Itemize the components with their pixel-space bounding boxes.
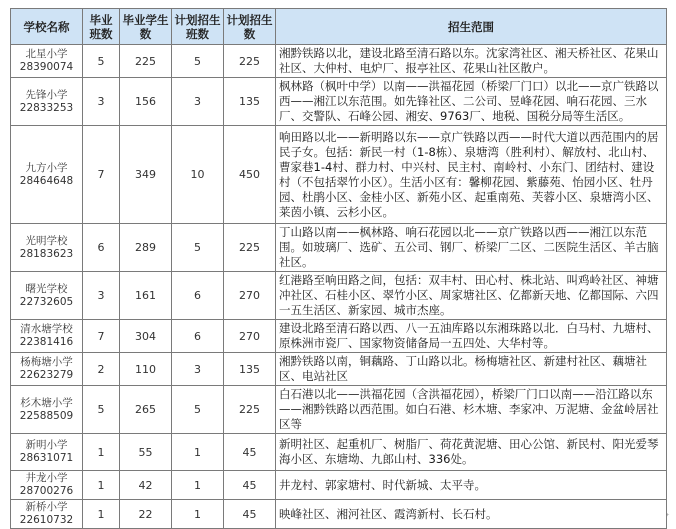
table-row [11,471,667,500]
plan-classes-cell: 10 [172,126,224,224]
school-phone: 28183623 [19,247,74,260]
enrollment-table-wrapper [10,8,666,529]
table-row [11,320,667,353]
school-phone: 22381416 [19,336,74,348]
header-scope: 招生范围 [276,9,667,45]
table-row [11,45,667,78]
school-cell [11,386,83,434]
table-row [11,126,667,224]
plan-students-cell: 270 [224,272,276,320]
grad-students-cell: 156 [120,78,172,126]
school-phone: 22588509 [19,409,74,422]
grad-classes-cell: 7 [83,320,120,353]
grad-classes-cell: 3 [83,272,120,320]
plan-classes-cell: 6 [172,272,224,320]
plan-students-cell: 225 [224,224,276,272]
school-name: 新桥小学 [25,501,68,513]
plan-classes-cell: 3 [172,353,224,386]
school-cell [11,272,83,320]
grad-classes-cell: 1 [83,500,120,529]
scope-cell: 井龙村、郭家塘村、时代新城、太平寺。 [276,471,667,500]
plan-students-cell: 450 [224,126,276,224]
plan-students-cell: 225 [224,45,276,78]
plan-students-cell: 45 [224,471,276,500]
plan-students-cell: 270 [224,320,276,353]
corner-mark: + [666,513,670,519]
school-phone: 28631071 [19,452,74,464]
school-cell [11,320,83,353]
grad-classes-cell: 7 [83,126,120,224]
grad-students-cell: 42 [120,471,172,500]
enrollment-table [10,8,667,529]
grad-students-cell: 265 [120,386,172,434]
school-name: 清水塘学校 [20,323,73,335]
school-phone: 22833253 [19,101,74,114]
table-body [11,45,667,529]
scope-cell: 映峰社区、湘河社区、霞湾新村、长石村。 [276,500,667,529]
plan-classes-cell: 5 [172,224,224,272]
plan-classes-cell: 5 [172,45,224,78]
scope-cell: 湘黔铁路以南，铜藕路、丁山路以北。杨梅塘社区、新建村社区、藕塘社区、电站社区 [276,353,667,386]
school-name: 杉木塘小学 [20,396,73,409]
table-row [11,386,667,434]
school-name: 北星小学 [25,48,68,60]
header-plan-classes: 计划招生班数 [172,9,224,45]
table-row [11,500,667,529]
header-grad-classes: 毕业班数 [83,9,120,45]
school-name: 井龙小学 [25,472,68,484]
header-plan-students: 计划招生数 [224,9,276,45]
school-name: 九方小学 [25,161,68,174]
header-grad-students: 毕业学生数 [120,9,172,45]
school-phone: 28464648 [19,174,74,187]
school-phone: 22732605 [19,295,74,308]
grad-students-cell: 22 [120,500,172,529]
grad-students-cell: 304 [120,320,172,353]
grad-classes-cell: 2 [83,353,120,386]
plan-classes-cell: 3 [172,78,224,126]
table-row [11,272,667,320]
school-cell [11,471,83,500]
plan-classes-cell: 5 [172,386,224,434]
plan-classes-cell: 6 [172,320,224,353]
plan-students-cell: 45 [224,434,276,471]
school-name: 新明小学 [25,439,68,451]
table-row [11,78,667,126]
grad-students-cell: 225 [120,45,172,78]
scope-cell: 新明社区、起重机厂、树脂厂、荷花黄泥塘、田心公馆、新民村、阳光爱琴海小区、东塘坳、九郎山村、336处。 [276,434,667,471]
plan-students-cell: 225 [224,386,276,434]
scope-cell: 湘黔铁路以北，建设北路至清石路以东。沈家湾社区、湘天桥社区、花果山社区、大仲村、电炉厂、报亭社区、花果山社区散户。 [276,45,667,78]
grad-students-cell: 110 [120,353,172,386]
school-phone: 28700276 [19,485,74,497]
plan-classes-cell: 1 [172,434,224,471]
school-name: 光明学校 [25,234,68,247]
grad-classes-cell: 6 [83,224,120,272]
school-cell [11,500,83,529]
table-row [11,224,667,272]
school-phone: 22610732 [19,514,74,526]
scope-cell: 建设北路至清石路以西、八一五油库路以东湘珠路以北．白马村、九塘村、原株洲市瓷厂、国家物资储备局一五四处、大华村等。 [276,320,667,353]
plan-classes-cell: 1 [172,500,224,529]
scope-cell: 丁山路以南——枫林路、响石花园以北——京广铁路以西——湘江以东范围。如玻璃厂、选矿、五公司、钢厂、桥梁厂二区、二医院生活区、羊古脑社区。 [276,224,667,272]
grad-classes-cell: 1 [83,434,120,471]
plan-classes-cell: 1 [172,471,224,500]
scope-cell: 枫林路（枫叶中学）以南——洪福花园（桥梁厂门口）以北——京广铁路以西——湘江以东范围。如先锋社区、二公司、昱峰花园、响石花园、三水厂、交警队、石峰公园、湘安、9763厂、地税、国税分局等生活区。 [276,78,667,126]
grad-students-cell: 55 [120,434,172,471]
plan-students-cell: 135 [224,78,276,126]
school-cell [11,434,83,471]
school-cell [11,45,83,78]
grad-classes-cell: 1 [83,471,120,500]
grad-students-cell: 289 [120,224,172,272]
school-phone: 22623279 [19,369,74,381]
school-cell [11,78,83,126]
grad-classes-cell: 3 [83,78,120,126]
school-cell [11,353,83,386]
grad-classes-cell: 5 [83,386,120,434]
plan-students-cell: 45 [224,500,276,529]
school-name: 曙光学校 [25,282,68,295]
grad-students-cell: 349 [120,126,172,224]
school-cell [11,126,83,224]
school-name: 先锋小学 [25,88,68,101]
header-school-name: 学校名称 [11,9,83,45]
grad-classes-cell: 5 [83,45,120,78]
scope-cell: 白石港以北——洪福花园（含洪福花园），桥梁厂门口以南——沿江路以东——湘黔铁路以西范围。如白石港、杉木塘、李家冲、万泥塘、金盆岭居社区等 [276,386,667,434]
table-row [11,353,667,386]
scope-cell: 响田路以北——新明路以东——京广铁路以西——时代大道以西范围内的居民子女。包括：新民一村（1-8栋）、泉塘湾（胜利村）、解放村、北山村、曹家巷1-4村、群力村、中兴村、民主村、南岭村、小东门、团结村、建设村（不包括翠竹小区）。生活小区有：馨柳花园、紫藤苑、怡园小区、牡丹园、杜鹃小区、金桂小区、新苑小区、起重南苑、芙蓉小区、泉塘湾小区、莱茵小镇、云杉小区。 [276,126,667,224]
grad-students-cell: 161 [120,272,172,320]
school-phone: 28390074 [19,61,74,73]
school-cell [11,224,83,272]
plan-students-cell: 135 [224,353,276,386]
school-name: 杨梅塘小学 [20,356,73,368]
scope-cell: 红港路至响田路之间，包括：双丰村、田心村、株北站、叫鸡岭社区、神塘冲社区、石桂小区、翠竹小区、周家塘社区、亿都新天地、亿都国际、六四一五生活区、新家园、城市杰座。 [276,272,667,320]
table-row [11,434,667,471]
table-header-row [11,9,667,45]
